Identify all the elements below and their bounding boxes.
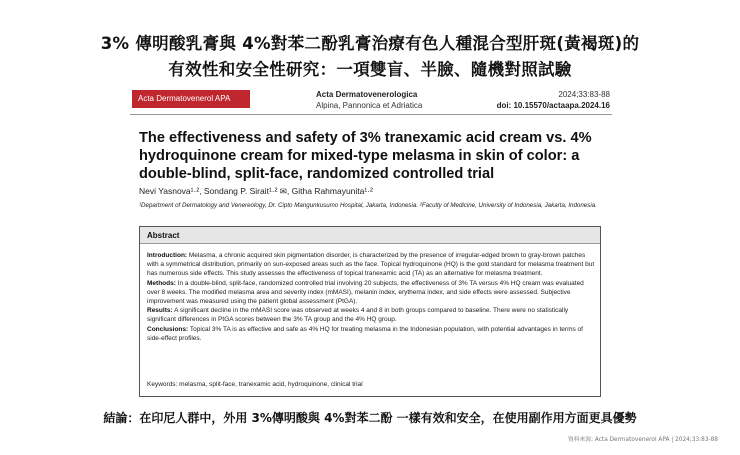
abstract-section-text: A significant decline in the mMASI score was observed at weeks 4 and 8 in both groups compared to baseline. There were no statistically significant differences in PtGA scores between the 3% TA group and the 4% HQ group. <box>147 307 569 324</box>
journal-doi: doi: 10.15570/actaapa.2024.16 <box>496 101 610 110</box>
abstract-box <box>139 226 601 397</box>
abstract-conclusions <box>147 325 595 343</box>
abstract-section-label: Conclusions: <box>147 325 189 333</box>
journal-reference: 2024;33:83-88 <box>558 90 610 99</box>
abstract-introduction <box>147 251 595 279</box>
abstract-section-label: Introduction: <box>147 252 188 259</box>
conclusion-caption: 結論：在印尼人群中，外用 3%傳明酸與 4%對苯二酚 一樣有效和安全，在使用副作用方面更具優勢 <box>103 411 637 425</box>
journal-name: Acta Dermatovenerologica <box>316 90 418 99</box>
source-credit: 資料來源: Acta Dermatovenerol APA | 2024;33:83-88 <box>567 437 718 443</box>
abstract-section-label: Methods: <box>147 279 176 287</box>
abstract-keywords: Keywords: melasma, split-face, tranexamic acid, hydroquinone, clinical trial <box>147 381 363 388</box>
abstract-body <box>147 251 595 343</box>
journal-header <box>130 85 612 117</box>
abstract-section-label: Results: <box>147 307 173 315</box>
article-affiliations: ¹Department of Dermatology and Venereology, Dr. Cipto Mangunkusumo Hospital, Jakarta, Indonesia. ²Faculty of Medicine, University of Indonesia, Jakarta, Indonesia. <box>139 202 597 209</box>
paper-excerpt <box>130 85 612 403</box>
article-authors: Nevi Yasnova¹·², Sondang P. Sirait¹·² ✉, Githa Rahmayunita¹·² <box>139 186 373 196</box>
abstract-section-text: Topical 3% TA is as effective and safe as 4% HQ for treating melasma in the Indonesian population, with potential advantages in terms of side-effect profiles. <box>147 325 583 342</box>
abstract-results <box>147 306 595 324</box>
journal-subtitle: Alpina, Pannonica et Adriatica <box>316 101 423 110</box>
journal-logo: Acta Dermatovenerol APA <box>132 90 250 108</box>
header-divider <box>130 114 612 115</box>
headline-line-2: 有效性和安全性研究：一項雙盲、半臉、隨機對照試驗 <box>168 60 572 79</box>
abstract-methods <box>147 279 595 307</box>
abstract-heading: Abstract <box>140 227 600 244</box>
abstract-section-text: In a double-blind, split-face, randomized controlled trial involving 20 subjects, the effectiveness of 3% TA versus 4% HQ cream was evaluated over 8 weeks. The modified melasma area and severity index (mMASI), melanin index, erythema index, and side effects were assessed. Subjective improvement was measured using the patient global assessment (PtGA). <box>147 279 584 306</box>
abstract-section-text: Melasma, a chronic acquired skin pigmentation disorder, is characterized by the presence of irregular-edged brown to gray-brown patches with a symmetrical distribution, primarily on sun-exposed areas such as the face. Topical hydroquinone (HQ) is the gold standard for melasma treatment but has numerous side effects. This study assesses the effectiveness of topical tranexamic acid (TA) as an alternative for melasma treatment. <box>147 252 595 278</box>
article-title: The effectiveness and safety of 3% tranexamic acid cream vs. 4% hydroquinone cream for mixed-type melasma in skin of color: a double-blind, split-face, randomized controlled trial <box>139 130 592 182</box>
headline-line-1: 3% 傳明酸乳膏與 4%對苯二酚乳膏治療有色人種混合型肝斑(黃褐斑)的 <box>100 34 640 53</box>
